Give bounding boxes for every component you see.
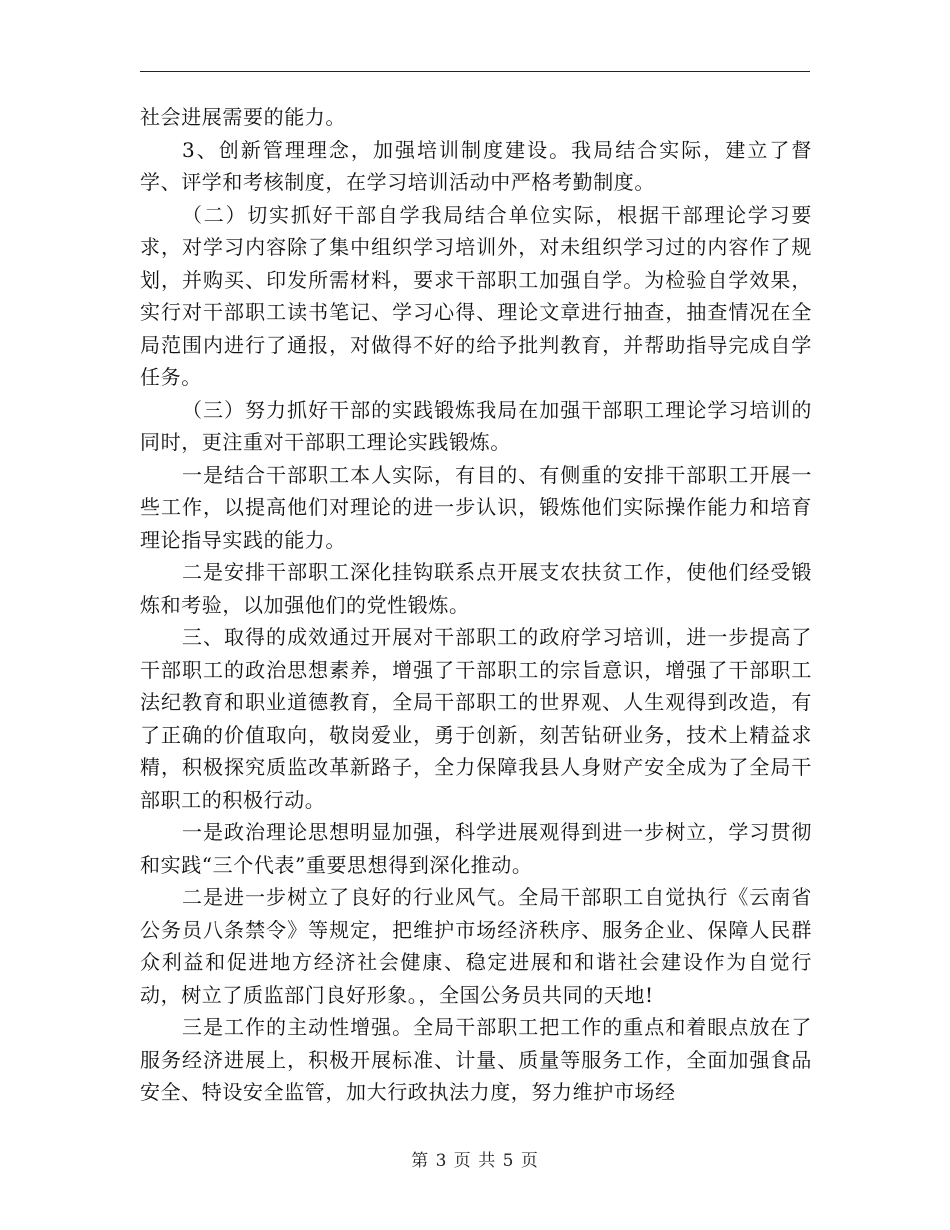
- paragraph-5: 一是结合干部职工本人实际，有目的、有侧重的安排干部职工开展一些工作，以提高他们对理论的进一步认识，锻炼他们实际操作能力和培育理论指导实践的能力。: [140, 462, 812, 552]
- paragraph-10: 三是工作的主动性增强。全局干部职工把工作的重点和着眼点放在了服务经济进展上，积极开展标准、计量、质量等服务工作，全面加强食品安全、特设安全监管，加大行政执法力度，努力维护市场经: [140, 1015, 812, 1104]
- page-number-footer: 第 3 页 共 5 页: [411, 1151, 539, 1171]
- paragraph-9: 二是进一步树立了良好的行业风气。全局干部职工自觉执行《云南省公务员八条禁令》等规定，把维护市场经济秩序、服务企业、保障人民群众利益和促进地方经济社会健康、稳定进展和和谐社会建设作为自觉行动，树立了质监部门良好形象。，全国公务员共同的天地!: [140, 885, 812, 1007]
- paragraph-4: （三）努力抓好干部的实践锻炼我局在加强干部职工理论学习培训的同时，更注重对干部职工理论实践锻炼。: [140, 397, 812, 454]
- header-rule: [140, 71, 810, 72]
- paragraph-2: 3、创新管理理念，加强培训制度建设。我局结合实际，建立了督学、评学和考核制度，在学习培训活动中严格考勤制度。: [140, 137, 812, 194]
- paragraph-8: 一是政治理论思想明显加强，科学进展观得到进一步树立，学习贯彻和实践“三个代表”重要思想得到深化推动。: [140, 820, 812, 877]
- paragraph-1: 社会进展需要的能力。: [140, 105, 346, 129]
- paragraph-6: 二是安排干部职工深化挂钩联系点开展支农扶贫工作，使他们经受锻炼和考验，以加强他们的党性锻炼。: [140, 560, 812, 617]
- paragraph-3: （二）切实抓好干部自学我局结合单位实际，根据干部理论学习要求，对学习内容除了集中组织学习培训外，对未组织学习过的内容作了规划，并购买、印发所需材料，要求干部职工加强自学。为检验自学效果，实行对干部职工读书笔记、学习心得、理论文章进行抽查，抽查情况在全局范围内进行了通报，对做得不好的给予批判教育，并帮助指导完成自学任务。: [140, 202, 812, 389]
- document-body: [140, 101, 812, 1109]
- paragraph-7: 三、取得的成效通过开展对干部职工的政府学习培训，进一步提高了干部职工的政治思想素养，增强了干部职工的宗旨意识，增强了干部职工法纪教育和职业道德教育，全局干部职工的世界观、人生观得到改造，有了正确的价值取向，敬岗爱业，勇于创新，刻苦钻研业务，技术上精益求精，积极探究质监改革新路子，全力保障我县人身财产安全成为了全局干部职工的积极行动。: [140, 625, 812, 812]
